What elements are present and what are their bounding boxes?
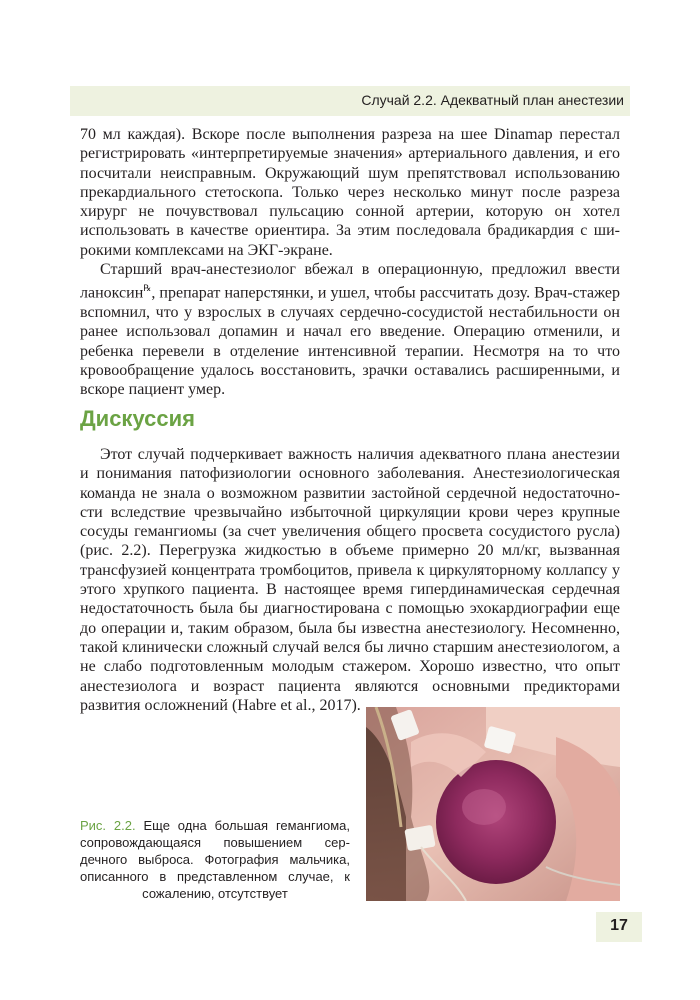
case-paragraph-1: 70 мл каждая). Вскоре после выполнения разреза на шее Dinamap перестал регистрировать «интерпретируемые значения» артериального давления, и его посчитали неисправным. Окружающий шум препятствовал использованию прекардиального стетоскопа. Только через несколько минут после разреза хирург не почувствовал пульсацию сонной артерии, которую он хотел использовать в качестве ориентира. За этим последовала брадикардия с широкими комплексами на ЭКГ-экране. <box>80 126 620 259</box>
figure-caption-text: Еще одна большая гемангиома, сопровождающаяся повышением сердечного выброса. Фотография мальчика, описанного в представленном случае, к сожалению, отсутствует <box>80 818 350 901</box>
page-number: 17 <box>610 917 628 934</box>
page-number-box <box>596 912 642 942</box>
case-paragraph-2-end: , препарат наперстянки, и ушел, чтобы рассчитать дозу. Врач-стажер вспомнил, что у взрослых в случаях сердечно-сосудистой нестабильности он ранее использовал допамин и начал его введение. Операцию отменили, и ребенка перевели в отделение интенсивной терапии. Несмотря на то что кровообращение удалось восстановить, зрачки оставались расширенными, и вскоре пациент умер. <box>80 284 620 399</box>
case-paragraph-2-start: Старший врач-анестезиолог вбежал в операционную, предложил ввести ланоксин <box>80 261 620 302</box>
hemangioma-photo <box>366 707 620 901</box>
discussion-heading: Дискуссия <box>80 406 195 431</box>
case-continuation-text <box>80 125 620 399</box>
case-paragraph-2 <box>80 260 620 399</box>
rx-mark: ℞ <box>143 283 152 294</box>
discussion-text <box>80 445 620 715</box>
figure-caption <box>80 817 350 902</box>
figure-label: Рис. 2.2. <box>80 818 136 833</box>
running-head: Случай 2.2. Адекватный план анестезии <box>361 92 624 108</box>
discussion-paragraph: Этот случай подчеркивает важность наличия адекватного плана анестезии и понимания патофизиологии основного заболевания. Анестезиологическая команда не знала о возможном развитии застойной сердечной недостаточности вследствие чрезвычайно избыточной циркуляции крови через крупные сосуды гемангиомы (за счет увеличения общего просвета сосудистого русла) (рис. 2.2). Перегрузка жидкостью в объеме примерно 20 мл/кг, вызванная трансфузией концентрата тромбоцитов, привела к циркуляторному коллапсу у этого хрупкого пациента. В настоящее время гипердинамическая сердечная недостаточность была бы диагностирована с помощью эхокардиографии еще до операции и, таким образом, была бы известна анестезиологу. Несомненно, такой клинически сложный случай велся бы лично старшим анестезиологом, а не слабо подготовленным молодым стажером. Хорошо известно, что опыт анестезиолога и возраст пациента являются основными предикторами развития осложнений (Habre et al., 2017). <box>80 446 620 714</box>
